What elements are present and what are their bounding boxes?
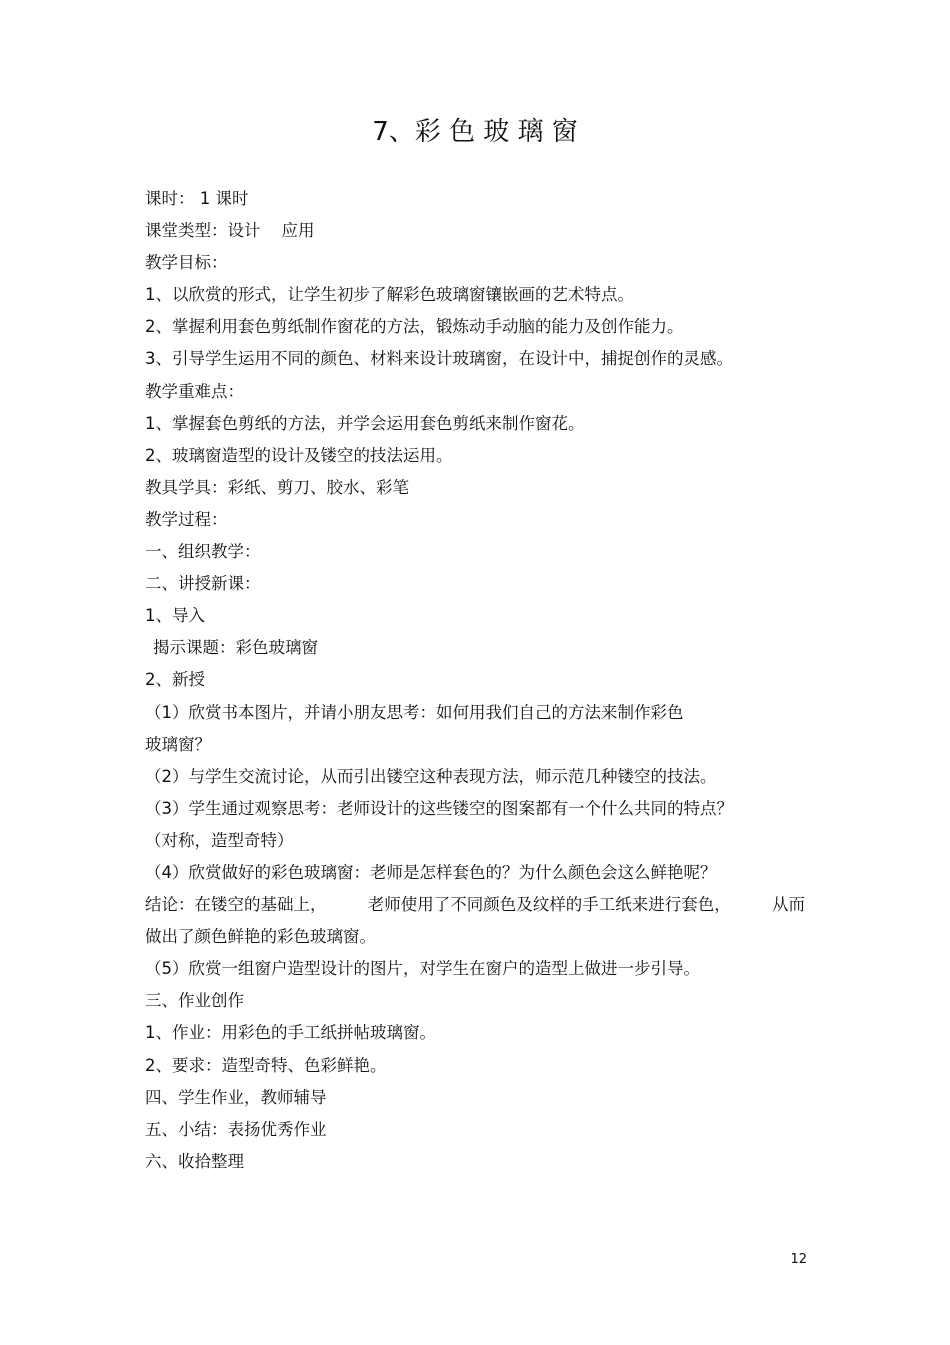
activity-1: （1）欣赏书本图片，并请小朋友思考：如何用我们自己的方法来制作彩色 [145, 702, 684, 722]
document-body [145, 183, 815, 1178]
lesson-type: 课堂类型：设计 应用 [145, 221, 315, 241]
conclusion-part-2: 老师使用了不同颜色及纹样的手工纸来进行套色， [367, 895, 731, 915]
activity-5: （5）欣赏一组窗户造型设计的图片，对学生在窗户的造型上做进一步引导。 [145, 959, 700, 979]
activity-2: （2）与学生交流讨论，从而引出镂空这种表现方法，师示范几种镂空的技法。 [145, 766, 717, 786]
activity-4: （4）欣赏做好的彩色玻璃窗：老师是怎样套色的？为什么颜色会这么鲜艳呢？ [145, 862, 717, 882]
page-number: 12 [790, 1252, 807, 1267]
section-heading-key-points: 教学重难点： [145, 381, 244, 401]
homework: 1、作业：用彩色的手工纸拼帖玻璃窗。 [145, 1023, 436, 1043]
requirements: 2、要求：造型奇特、色彩鲜艳。 [145, 1055, 387, 1075]
conclusion-part-1: 结论：在镂空的基础上， [145, 895, 327, 915]
key-point-2: 2、玻璃窗造型的设计及镂空的技法运用。 [145, 445, 453, 465]
document-title: 7、彩 色 玻 璃 窗 [372, 117, 578, 147]
process-step-6: 六、收拾整理 [145, 1151, 244, 1171]
conclusion-part-3: 从而 [772, 895, 805, 915]
section-heading-objectives: 教学目标： [145, 253, 228, 273]
process-step-3: 三、作业创作 [145, 991, 244, 1011]
section-heading-process: 教学过程： [145, 509, 228, 529]
process-step-5: 五、小结：表扬优秀作业 [145, 1119, 327, 1139]
objective-3: 3、引导学生运用不同的颜色、材料来设计玻璃窗，在设计中，捕捉创作的灵感。 [145, 349, 733, 369]
activity-3: （3）学生通过观察思考：老师设计的这些镂空的图案都有一个什么共同的特点？ [145, 798, 733, 818]
reveal-topic: 揭示课题：彩色玻璃窗 [153, 638, 318, 658]
sub-step-intro: 1、导入 [145, 606, 205, 626]
key-point-1: 1、掌握套色剪纸的方法，并学会运用套色剪纸来制作窗花。 [145, 413, 585, 433]
conclusion-line [145, 889, 805, 921]
conclusion-continued: 做出了颜色鲜艳的彩色玻璃窗。 [145, 927, 376, 947]
objective-1: 1、以欣赏的形式，让学生初步了解彩色玻璃窗镶嵌画的艺术特点。 [145, 285, 634, 305]
class-hours: 课时： 1 课时 [145, 189, 249, 208]
process-step-2: 二、讲授新课： [145, 574, 261, 594]
activity-1-continued: 玻璃窗？ [145, 734, 211, 754]
process-step-4: 四、学生作业，教师辅导 [145, 1087, 327, 1107]
activity-3-answer: （对称，造型奇特） [145, 830, 294, 850]
sub-step-new: 2、新授 [145, 670, 205, 690]
process-step-1: 一、组织教学： [145, 542, 261, 562]
teaching-materials: 教具学具：彩纸、剪刀、胶水、彩笔 [145, 477, 409, 497]
objective-2: 2、掌握利用套色剪纸制作窗花的方法，锻炼动手动脑的能力及创作能力。 [145, 317, 684, 337]
